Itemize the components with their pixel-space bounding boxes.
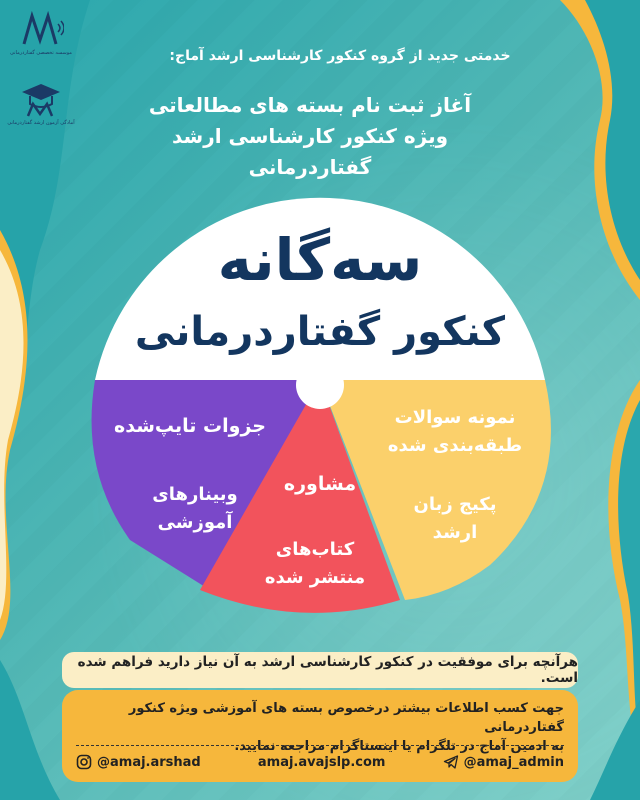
instagram-icon — [76, 754, 92, 770]
contact-box — [62, 690, 578, 782]
title-line-1: سه‌گانه — [217, 226, 423, 294]
segment-label-questions-1: نمونه سوالات — [394, 407, 516, 428]
title-line-2: کنکور گفتاردرمانی — [134, 309, 506, 355]
telegram-handle: @amaj_admin — [463, 754, 564, 770]
segment-label-books-2: منتشر شده — [264, 567, 366, 588]
contact-handles — [76, 752, 564, 772]
graduation-cap-logo-icon — [18, 80, 64, 120]
tagline: هرآنچه برای موفقیت در کنکور کارشناسی ارشد به آن نیاز دارید فراهم شده است. — [62, 652, 578, 688]
headline-line-1: آغاز ثبت نام بسته های مطالعاتی — [148, 93, 472, 117]
wheel-hub — [296, 361, 344, 409]
telegram-link[interactable] — [443, 754, 564, 770]
instagram-handle: @amaj.arshad — [97, 754, 201, 770]
segment-label-webinars-1: وبینارهای — [152, 484, 238, 505]
website-link[interactable]: amaj.avajslp.com — [257, 754, 386, 770]
logo-bottom — [6, 80, 76, 126]
contact-line-2: به ادمین آماج در تلگرام یا اینستاگرام مراجعه نمایید. — [234, 738, 564, 754]
contact-text — [76, 700, 564, 757]
brain-book-logo-icon — [18, 10, 64, 50]
contact-line-1: جهت کسب اطلاعات بیشتر درخصوص بسته های آموزشی ویژه کنکور گفتاردرمانی — [128, 701, 564, 735]
logo-top — [6, 10, 76, 56]
segment-label-consulting: مشاوره — [283, 473, 357, 495]
segment-label-language-1: پکیج زبان — [413, 494, 497, 515]
logo-caption: آمادگی آزمون ارشد گفتاردرمانی — [7, 120, 75, 126]
telegram-icon — [443, 754, 459, 770]
segment-label-language-2: ارشد — [432, 522, 478, 543]
headline-line-2: ویژه کنکور کارشناسی ارشد گفتاردرمانی — [171, 124, 449, 179]
divider — [76, 745, 564, 746]
segment-label-books-1: کتاب‌های — [275, 539, 355, 560]
intro-text: خدمتی جدید از گروه کنکور کارشناسی ارشد آماج: — [169, 48, 511, 64]
segment-label-webinars-2: آموزشی — [157, 512, 233, 533]
segment-label-typed-notes: جزوات تایپ‌شده — [114, 415, 266, 437]
segment-label-questions-2: طبقه‌بندی شده — [387, 435, 523, 456]
instagram-link[interactable] — [76, 754, 201, 770]
logo-caption: موسسه تخصصی گفتاردرمانی — [10, 50, 72, 56]
service-wheel — [60, 170, 580, 630]
